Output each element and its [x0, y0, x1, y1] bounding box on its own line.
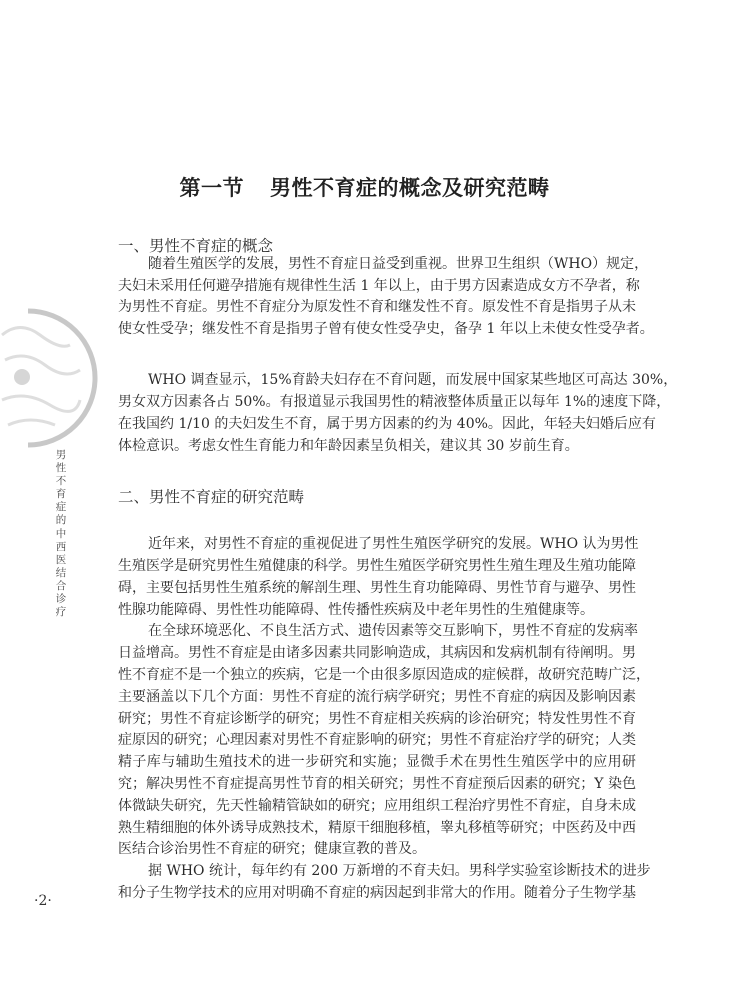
section-name: 男性不育症的概念及研究范畴 [270, 175, 550, 200]
section-number: 第一节 [179, 175, 244, 200]
vertical-char: 西 [55, 540, 67, 553]
paragraph-line: 医结合诊治男性不育症的研究；健康宣教的普及。 [118, 841, 426, 857]
paragraph-line: 体微缺失研究，先天性输精管缺如的研究；应用组织工程治疗男性不育症，自身未成 [118, 798, 636, 814]
vertical-char: 不 [55, 475, 67, 488]
paragraph-line: 主要涵盖以下几个方面：男性不育症的流行病学研究；男性不育症的病因及影响因素 [118, 689, 636, 705]
paragraph-line: WHO 调查显示，15%育龄夫妇存在不育问题，而发展中国家某些地区可高达 30%， [148, 372, 678, 388]
vertical-char: 诊 [55, 593, 67, 606]
vertical-char: 男 [55, 449, 67, 461]
paragraph-line: 生殖医学是研究男性生殖健康的科学。男性生殖医学研究男性生殖生理及生殖功能障 [118, 558, 636, 574]
section-heading: 一、男性不育症的概念 [118, 237, 274, 255]
section-heading: 二、男性不育症的研究范畴 [118, 488, 305, 506]
paragraph-line: 在全球环境恶化、不良生活方式、遗传因素等交互影响下，男性不育症的发病率 [148, 623, 638, 639]
vertical-char: 育 [55, 488, 67, 501]
paragraph-line: 熟生精细胞的体外诱导成熟技术，精原干细胞移植，睾丸移植等研究；中医药及中西 [118, 820, 636, 836]
page-number: ·2· [34, 893, 52, 909]
paragraph-line: 和分子生物学技术的应用对明确不育症的病因起到非常大的作用。随着分子生物学基 [118, 885, 636, 901]
paragraph-line: 碍，主要包括男性生殖系统的解剖生理、男性生育功能障碍、男性节育与避孕、男性 [118, 580, 636, 596]
paragraph-line: 精子库与辅助生殖技术的进一步研究和实施；显微手术在男性生殖医学中的应用研 [118, 754, 636, 770]
paragraph-line: 使女性受孕；继发性不育是指男子曾有使女性受孕史，备孕 1 年以上未使女性受孕者。 [118, 321, 654, 337]
paragraph-line: 为男性不育症。男性不育症分为原发性不育和继发性不育。原发性不育是指男子从未 [118, 299, 636, 315]
dragon-seal-decoration [0, 305, 100, 455]
paragraph-line: 据 WHO 统计，每年约有 200 万新增的不育夫妇。男科学实验室诊断技术的进步 [148, 863, 651, 879]
paragraph-line: 随着生殖医学的发展，男性不育症日益受到重视。世界卫生组织（WHO）规定， [148, 256, 649, 272]
paragraph-line: 男女双方因素各占 50%。有报道显示我国男性的精液整体质量正以每年 1%的速度下降， [118, 394, 671, 410]
paragraph-line: 在我国约 1/10 的夫妇发生不育，属于男方因素的约为 40%。因此，年轻夫妇婚后应有 [118, 416, 656, 432]
vertical-char: 症 [55, 501, 67, 514]
paragraph-line: 近年来，对男性不育症的重视促进了男性生殖医学研究的发展。WHO 认为男性 [148, 536, 639, 552]
vertical-char: 性 [55, 462, 67, 475]
vertical-char: 中 [55, 527, 67, 540]
paragraph-line: 症原因的研究；心理因素对男性不育症影响的研究；男性不育症治疗学的研究；人类 [118, 732, 636, 748]
vertical-char: 的 [55, 514, 67, 527]
vertical-char: 结 [55, 566, 67, 579]
paragraph-line: 性不育症不是一个独立的疾病，它是一个由很多原因造成的症候群，故研究范畴广泛， [118, 667, 650, 683]
paragraph-line: 夫妇未采用任何避孕措施有规律性生活 1 年以上，由于男方因素造成女方不孕者，称 [118, 278, 640, 294]
paragraph-line: 体检意识。考虑女性生育能力和年龄因素呈负相关，建议其 30 岁前生育。 [118, 438, 579, 454]
paragraph-line: 日益增高。男性不育症是由诸多因素共同影响造成，其病因和发病机制有待阐明。男 [118, 645, 636, 661]
section-title [0, 172, 729, 202]
paragraph-line: 性腺功能障碍、男性性功能障碍、性传播性疾病及中老年男性的生殖健康等。 [118, 602, 594, 618]
book-title-vertical [54, 449, 68, 619]
vertical-char: 疗 [55, 606, 67, 619]
paragraph-line: 研究；男性不育症诊断学的研究；男性不育症相关疾病的诊治研究；特发性男性不育 [118, 711, 636, 727]
paragraph-line: 究；解决男性不育症提高男性节育的相关研究；男性不育症预后因素的研究；Y 染色 [118, 776, 636, 792]
vertical-char: 医 [55, 553, 67, 566]
vertical-char: 合 [55, 579, 67, 592]
